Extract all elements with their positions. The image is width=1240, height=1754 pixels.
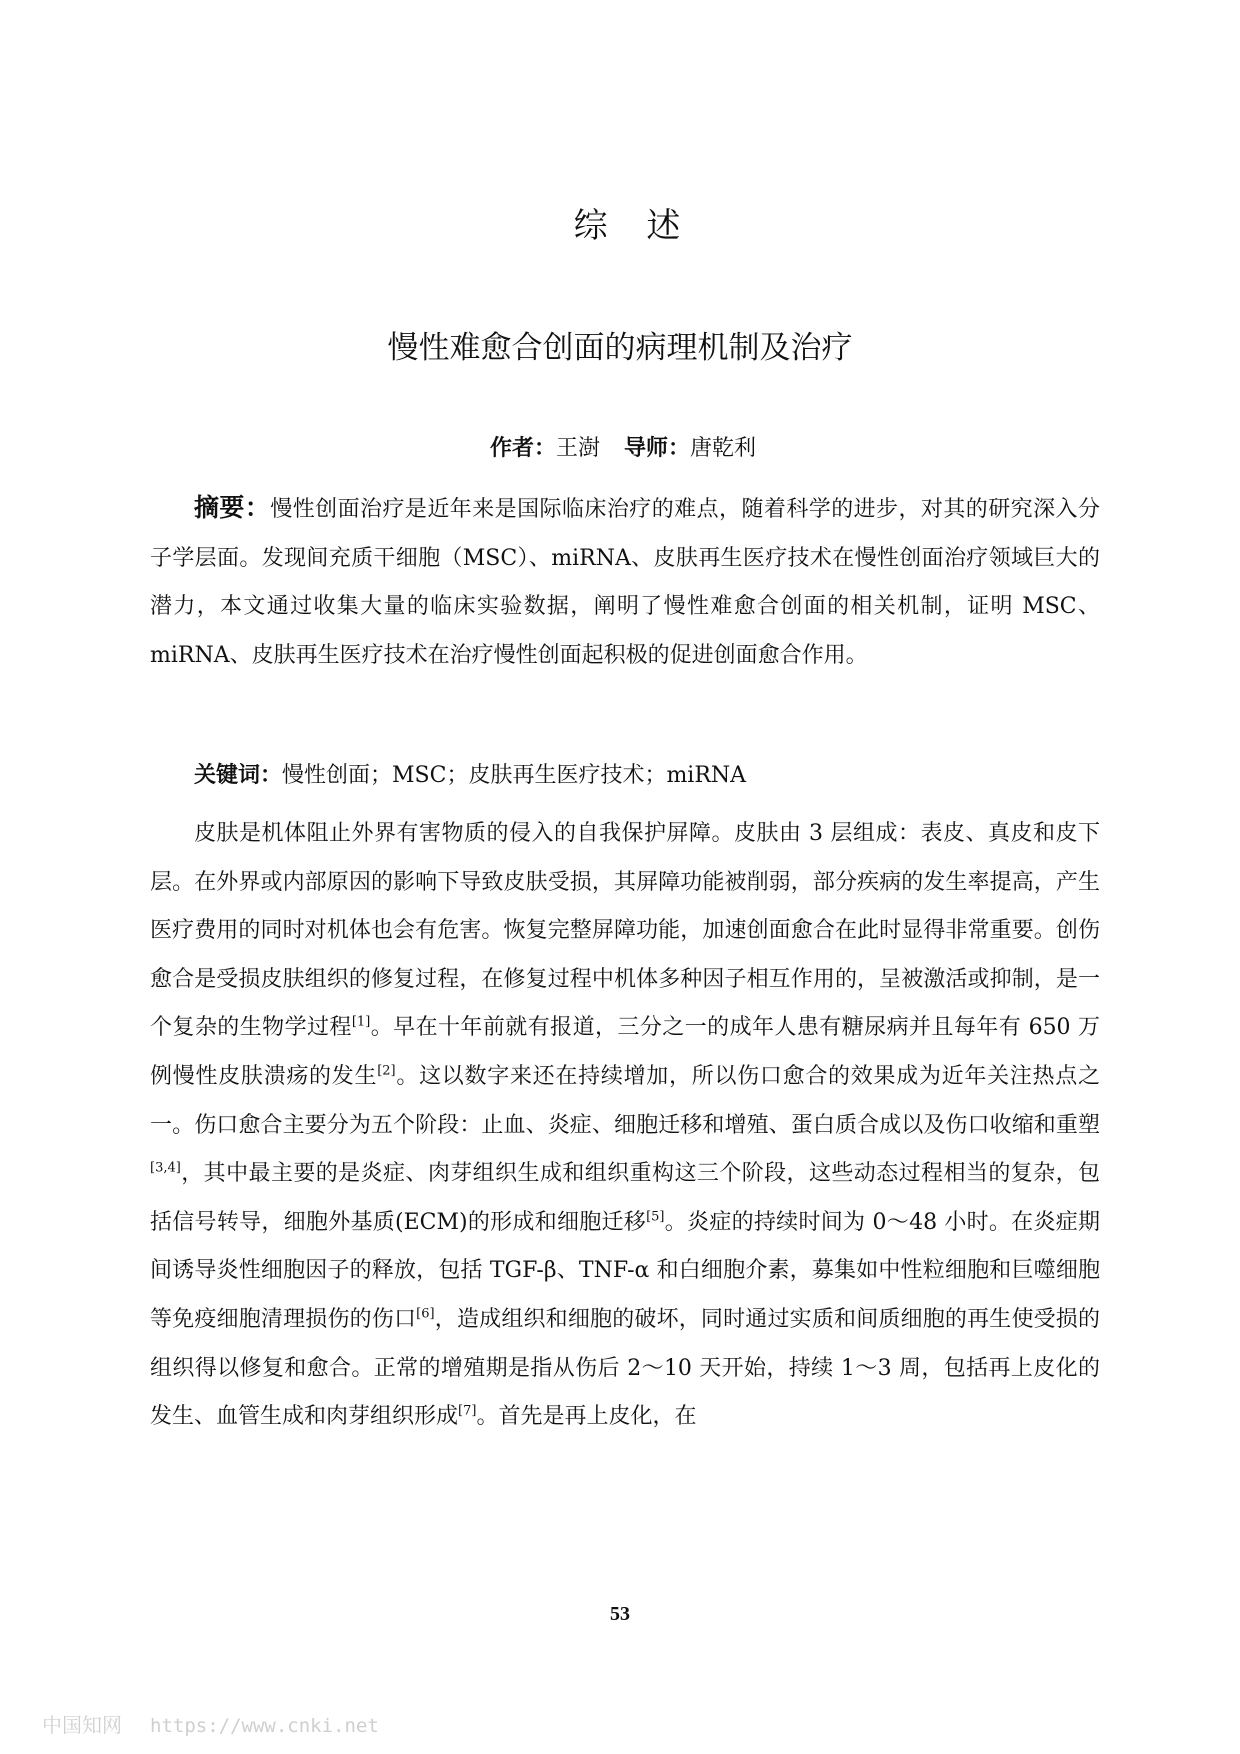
author-label: 作者： xyxy=(490,436,557,461)
byline xyxy=(490,434,756,464)
watermark-name: 中国知网 xyxy=(42,1713,122,1737)
body-text-segment: 皮肤是机体阻止外界有害物质的侵入的自我保护屏障。皮肤由 3 层组成：表皮、真皮和皮下层。在外界或内部原因的影响下导致皮肤受损，其屏障功能被削弱，部分疾病的发生率提高，产生医疗费用的同时对机体也会有危害。恢复完整屏障功能，加速创面愈合在此时显得非常重要。创伤愈合是受损皮肤组织的修复过程，在修复过程中机体多种因子相互作用的，呈被激活或抑制，是一个复杂的生物学过程 xyxy=(150,821,1100,1041)
watermark xyxy=(42,1711,379,1740)
citation-ref[interactable]: [2] xyxy=(377,1063,396,1079)
body-text-segment: 。炎症的持续时间为 0～48 小时。在炎症期间诱导炎性细胞因子的释放，包括 TGF-β、TNF-α 和白细胞介素，募集如中性粒细胞和巨噬细胞等免疫细胞清理损伤的伤口 xyxy=(150,1209,1100,1332)
citation-ref[interactable]: [7] xyxy=(458,1403,477,1419)
citation-ref[interactable]: [6] xyxy=(416,1306,435,1322)
keywords-paragraph xyxy=(150,752,1100,801)
citation-ref[interactable]: [3,4] xyxy=(150,1160,181,1176)
body-text-segment: ，其中最主要的是炎症、肉芽组织生成和组织重构这三个阶段，这些动态过程相当的复杂，包括信号转导，细胞外基质(ECM)的形成和细胞迁移 xyxy=(150,1161,1100,1235)
abstract-text: 慢性创面治疗是近年来是国际临床治疗的难点，随着科学的进步，对其的研究深入分子学层面。发现间充质干细胞（MSC）、miRNA、皮肤再生医疗技术在慢性创面治疗领域巨大的潜力，本文通过收集大量的临床实验数据，阐明了慢性难愈合创面的相关机制，证明 MSC、miRNA、皮肤再生医疗技术在治疗慢性创面起积极的促进创面愈合作用。 xyxy=(150,497,1100,668)
citation-ref[interactable]: [1] xyxy=(351,1015,371,1031)
keywords-text: 慢性创面；MSC；皮肤再生医疗技术；miRNA xyxy=(282,763,747,788)
body-text-segment: 。这以数字来还在持续增加，所以伤口愈合的效果成为近年关注热点之一。伤口愈合主要分为五个阶段：止血、炎症、细胞迁移和增殖、蛋白质合成以及伤口收缩和重塑 xyxy=(150,1063,1100,1138)
advisor-label: 导师： xyxy=(624,436,691,461)
citation-ref[interactable]: [5] xyxy=(646,1209,665,1225)
abstract-paragraph xyxy=(150,484,1100,680)
body-text-segment: ，造成组织和细胞的破坏，同时通过实质和间质细胞的再生使受损的组织得以修复和愈合。正常的增殖期是指从伤后 2～10 天开始，持续 1～3 周，包括再上皮化的发生、血管生成和肉芽组织形成 xyxy=(150,1306,1100,1430)
body-text-segment: 。早在十年前就有报道，三分之一的成年人患有糖尿病并且每年有 650 万例慢性皮肤溃疡的发生 xyxy=(150,1015,1100,1089)
article-title: 慢性难愈合创面的病理机制及治疗 xyxy=(387,330,853,366)
page-number: 53 xyxy=(610,1603,630,1625)
body-paragraph xyxy=(150,810,1100,1442)
section-title: 综 述 xyxy=(573,206,695,246)
author-name: 王澍 xyxy=(556,436,601,461)
advisor-name: 唐乾利 xyxy=(690,436,757,461)
abstract-label: 摘要： xyxy=(194,493,271,522)
keywords-label: 关键词： xyxy=(194,763,283,788)
watermark-url: https://www.cnki.net xyxy=(150,1715,379,1737)
body-text-segment: 。首先是再上皮化，在 xyxy=(476,1404,697,1430)
